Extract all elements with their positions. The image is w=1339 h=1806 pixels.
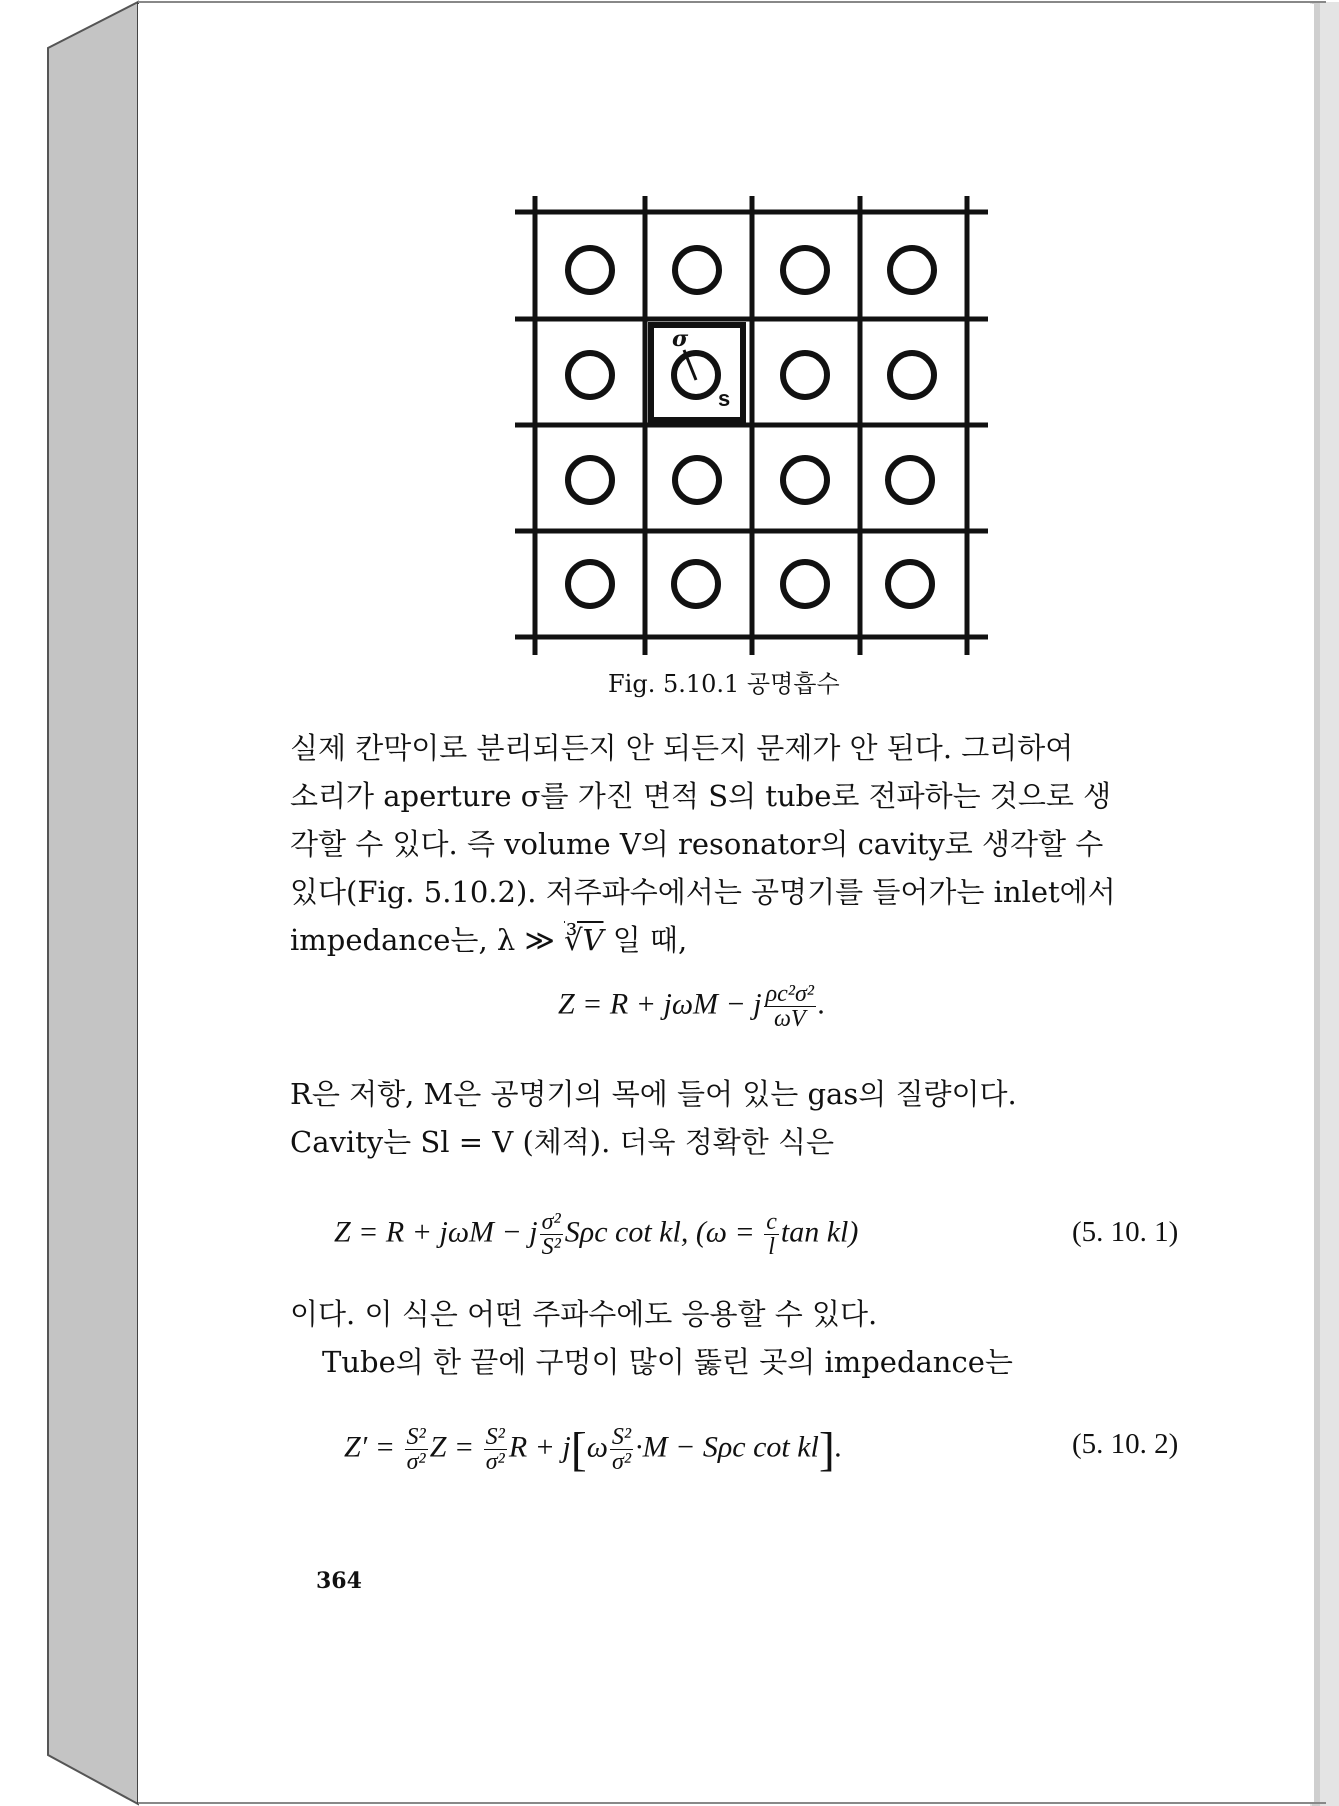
eq-mid: ·M − Sρc cot kl	[635, 1430, 819, 1464]
text-line: Cavity는 Sl = V (체적). 더욱 정확한 식은	[290, 1125, 835, 1159]
s-label: s	[718, 386, 731, 411]
text-line: Tube의 한 끝에 구멍이 많이 뚫린 곳의 impedance는	[322, 1345, 1013, 1379]
numerator: c	[766, 1209, 777, 1235]
bracket-close: ]	[818, 1423, 835, 1476]
fraction	[610, 1425, 633, 1474]
figure-caption: Fig. 5.10.1 공명흡수	[608, 670, 840, 698]
eq-lhs: Z = R + jωM − j	[558, 987, 762, 1021]
eq-lhs: Z′ =	[344, 1430, 403, 1464]
text-line: 각할 수 있다. 즉 volume V의 resonator의 cavity로 생각할 수	[290, 827, 1104, 861]
text-run: impedance는, λ ≫	[290, 923, 565, 957]
eq-tail: .	[834, 1430, 843, 1464]
equation-number: (5. 10. 2)	[1072, 1428, 1179, 1460]
denominator: S²	[541, 1234, 561, 1260]
eq-mid: Sρc cot kl, (ω =	[564, 1215, 763, 1249]
page-number: 364	[316, 1568, 362, 1594]
numerator: S²	[611, 1424, 632, 1450]
denominator: ωV	[773, 1006, 806, 1032]
equation-2	[334, 1210, 858, 1259]
cube-root-expression: ∛V	[564, 923, 604, 957]
denominator: σ²	[485, 1449, 505, 1475]
text-line: 실제 칸막이로 분리되든지 안 되든지 문제가 안 된다. 그리하여	[290, 731, 1074, 765]
text-line: R은 저항, M은 공명기의 목에 들어 있는 gas의 질량이다.	[290, 1077, 1017, 1111]
fraction	[764, 982, 816, 1031]
eq-tail: tan kl)	[780, 1215, 859, 1249]
numerator: S²	[406, 1424, 426, 1450]
eq-lhs: Z = R + jωM − j	[334, 1215, 538, 1249]
text-line	[290, 922, 687, 958]
bracket-open: [	[570, 1423, 587, 1476]
eq-tail: .	[818, 987, 826, 1021]
eq-mid: ω	[586, 1430, 608, 1464]
eq-mid: R + j	[508, 1430, 571, 1464]
text-run: 일 때,	[603, 923, 688, 957]
text-line: 있다(Fig. 5.10.2). 저주파수에서는 공명기를 들어가는 inlet에서	[290, 875, 1116, 909]
sigma-label: σ	[672, 326, 689, 352]
equation-3	[344, 1422, 842, 1477]
equation-number: (5. 10. 1)	[1072, 1216, 1179, 1248]
fraction	[484, 1425, 507, 1474]
numerator: σ²	[540, 1210, 563, 1235]
text-line: 소리가 aperture σ를 가진 면적 S의 tube로 전파하는 것으로 생	[290, 779, 1112, 813]
denominator: l	[768, 1234, 775, 1260]
fraction	[540, 1210, 563, 1259]
text-line: 이다. 이 식은 어떤 주파수에도 응용할 수 있다.	[290, 1297, 878, 1331]
eq-mid: Z =	[429, 1430, 482, 1464]
denominator: σ²	[406, 1449, 426, 1475]
fraction	[405, 1425, 428, 1474]
equation-1	[558, 982, 826, 1031]
numerator: ρc²σ²	[765, 981, 814, 1007]
fraction	[764, 1210, 779, 1259]
denominator: σ²	[612, 1449, 632, 1475]
numerator: S²	[485, 1424, 505, 1450]
